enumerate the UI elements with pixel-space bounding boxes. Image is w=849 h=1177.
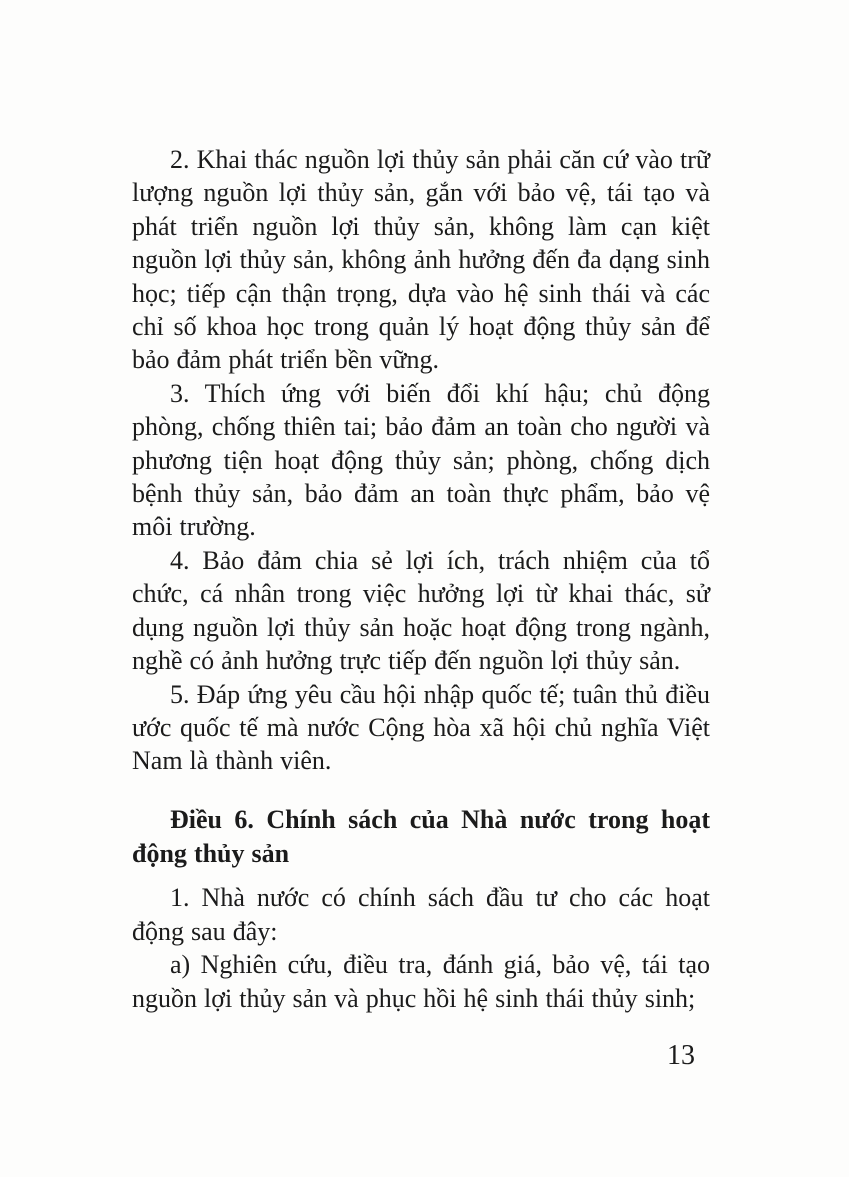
page-number: 13 [667, 1040, 695, 1071]
article-heading: Điều 6. Chính sách của Nhà nước trong hoạt động thủy sản [132, 804, 710, 868]
body-paragraph-clause-1: 1. Nhà nước có chính sách đầu tư cho các hoạt động sau đây: [132, 883, 710, 946]
body-paragraph-clause-2: 2. Khai thác nguồn lợi thủy sản phải căn cứ vào trữ lượng nguồn lợi thủy sản, gắn với bảo vệ, tái tạo và phát triển nguồn lợi thủy sản, không làm cạn kiệt nguồn lợi thủy sản, không ảnh hưởng đến đa dạng sinh học; tiếp cận thận trọng, dựa vào hệ sinh thái và các chỉ số khoa học trong quản lý hoạt động thủy sản để bảo đảm phát triển bền vững. [132, 145, 710, 375]
body-paragraph-clause-3: 3. Thích ứng với biến đổi khí hậu; chủ động phòng, chống thiên tai; bảo đảm an toàn cho người và phương tiện hoạt động thủy sản; phòng, chống dịch bệnh thủy sản, bảo đảm an toàn thực phẩm, bảo vệ môi trường. [132, 378, 710, 542]
document-text-block [132, 143, 710, 1015]
body-paragraph-point-a: a) Nghiên cứu, điều tra, đánh giá, bảo vệ, tái tạo nguồn lợi thủy sản và phục hồi hệ sinh thái thủy sinh; [132, 950, 710, 1013]
body-paragraph-clause-4: 4. Bảo đảm chia sẻ lợi ích, trách nhiệm của tổ chức, cá nhân trong việc hưởng lợi từ khai thác, sử dụng nguồn lợi thủy sản hoặc hoạt động trong ngành, nghề có ảnh hưởng trực tiếp đến nguồn lợi thủy sản. [132, 545, 710, 676]
body-paragraph-clause-5: 5. Đáp ứng yêu cầu hội nhập quốc tế; tuân thủ điều ước quốc tế mà nước Cộng hòa xã hội chủ nghĩa Việt Nam là thành viên. [132, 679, 710, 776]
